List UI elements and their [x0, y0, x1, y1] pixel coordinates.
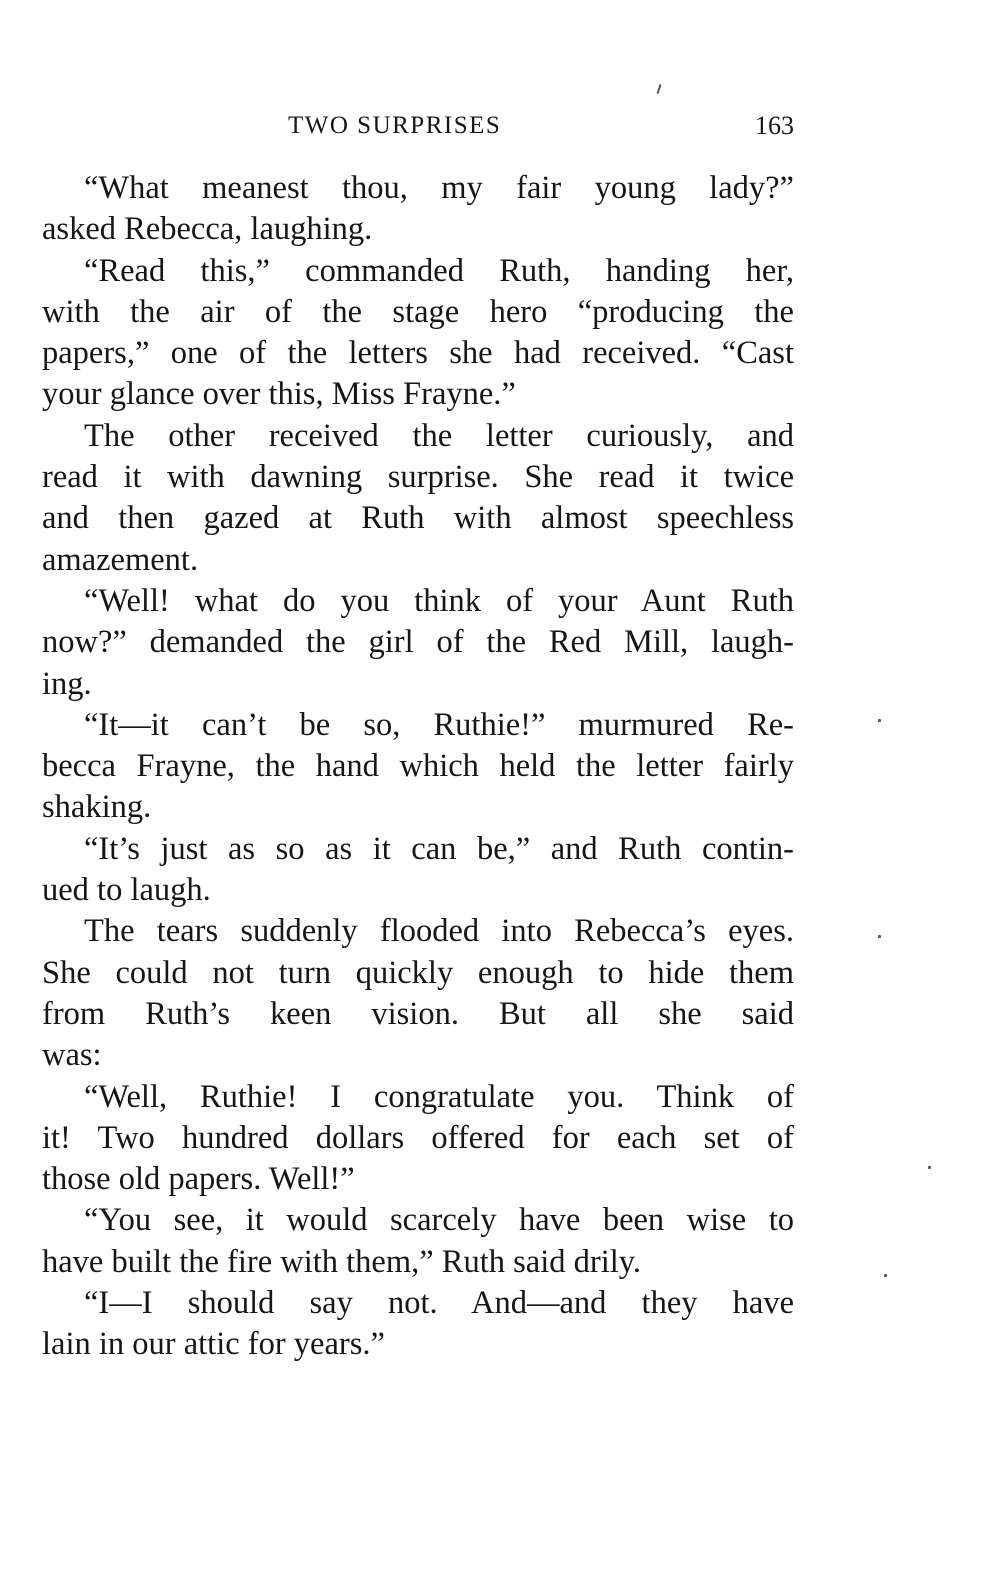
- text-line: The other received the letter curiously, and: [84, 417, 794, 454]
- scan-speck: [878, 935, 881, 938]
- page-number: 163: [755, 111, 794, 140]
- text-line: ued to laugh.: [42, 872, 211, 909]
- text-line: it! Two hundred dollars offered for each set of: [42, 1119, 794, 1156]
- text-line: “I—I should say not. And—and they have: [84, 1285, 794, 1322]
- text-line: have built the fire with them,” Ruth said drily.: [42, 1243, 642, 1280]
- text-line: becca Frayne, the hand which held the letter fairly: [42, 748, 794, 785]
- text-line: The tears suddenly flooded into Rebecca’s eyes.: [84, 913, 794, 950]
- text-line: those old papers. Well!”: [42, 1161, 355, 1198]
- text-line: shaking.: [42, 789, 152, 826]
- text-line: now?” demanded the girl of the Red Mill, laugh-: [42, 624, 794, 661]
- text-line: “It’s just as so as it can be,” and Ruth contin-: [84, 830, 794, 867]
- scan-speck: [928, 1166, 931, 1169]
- running-title: TWO SURPRISES: [288, 112, 502, 139]
- text-line: ing.: [42, 665, 92, 702]
- text-line: was:: [42, 1037, 102, 1074]
- text-line: and then gazed at Ruth with almost speechless: [42, 500, 794, 537]
- text-line: asked Rebecca, laughing.: [42, 211, 373, 248]
- text-line: your glance over this, Miss Frayne.”: [42, 376, 516, 413]
- text-line: “Read this,” commanded Ruth, handing her,: [84, 252, 794, 289]
- text-line: amazement.: [42, 541, 199, 578]
- scan-speck: [657, 84, 662, 94]
- page-body: [42, 168, 794, 1366]
- text-line: “What meanest thou, my fair young lady?”: [84, 170, 794, 206]
- text-line: papers,” one of the letters she had received. “Cast: [42, 335, 794, 372]
- text-line: “It—it can’t be so, Ruthie!” murmured Re-: [84, 706, 794, 743]
- text-line: She could not turn quickly enough to hide them: [42, 954, 794, 991]
- text-line: “Well! what do you think of your Aunt Ruth: [84, 582, 794, 619]
- text-line: “Well, Ruthie! I congratulate you. Think of: [84, 1078, 794, 1115]
- text-line: “You see, it would scarcely have been wise to: [84, 1202, 794, 1239]
- running-head: [42, 106, 794, 146]
- text-line: with the air of the stage hero “producing the: [42, 293, 794, 330]
- text-line: read it with dawning surprise. She read it twice: [42, 459, 794, 496]
- scan-speck: [884, 1274, 887, 1277]
- scan-speck: [878, 719, 881, 722]
- text-line: from Ruth’s keen vision. But all she said: [42, 995, 794, 1032]
- text-line: lain in our attic for years.”: [42, 1326, 385, 1363]
